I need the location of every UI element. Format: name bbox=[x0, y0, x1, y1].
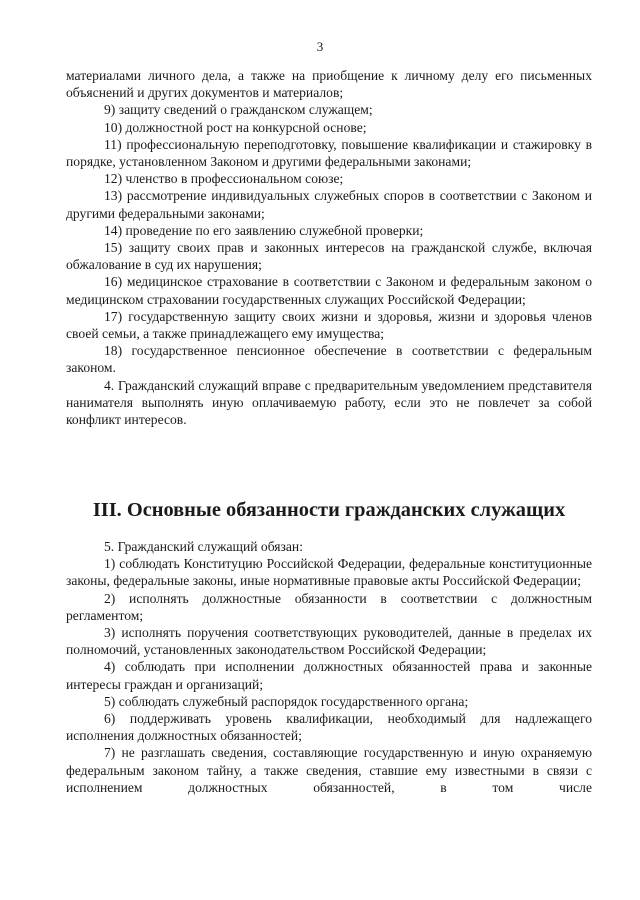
list-item-18: 18) государственное пенсионное обеспечение в соответствии с федеральным законом. bbox=[66, 343, 592, 376]
duty-item-2: 2) исполнять должностные обязанности в соответствии с должностным регламентом; bbox=[66, 590, 592, 623]
section-heading: III. Основные обязанности гражданских служащих bbox=[92, 499, 566, 521]
list-item-10: 10) должностной рост на конкурсной основе; bbox=[104, 119, 367, 135]
duties-list bbox=[66, 538, 592, 796]
clause-4: 4. Гражданский служащий вправе с предварительным уведомлением представителя нанимателя выполнять иную оплачиваемую работу, если это не повлечет за собой конфликт интересов. bbox=[66, 377, 592, 428]
list-item-14: 14) проведение по его заявлению служебной проверки; bbox=[104, 222, 424, 238]
duty-item-6: 6) поддерживать уровень квалификации, необходимый для надлежащего исполнения должностных обязанностей; bbox=[66, 711, 592, 744]
paragraph-personal-file-continuation: материалами личного дела, а также на приобщение к личному делу его письменных объяснений и других документов и материалов; bbox=[66, 68, 592, 101]
duty-item-3: 3) исполнять поручения соответствующих руководителей, данные в пределах их полномочий, установленных законодательством Российской Федерации; bbox=[66, 625, 592, 658]
list-item-12: 12) членство в профессиональном союзе; bbox=[104, 171, 344, 187]
list-item-13: 13) рассмотрение индивидуальных служебных споров в соответствии с Законом и другими федеральными законами; bbox=[66, 188, 592, 221]
duty-item-1: 1) соблюдать Конституцию Российской Федерации, федеральные конституционные законы, федеральные законы, иные нормативные правовые акты Российской Федерации; bbox=[66, 556, 592, 589]
list-item-11: 11) профессиональную переподготовку, повышение квалификации и стажировку в порядке, установленном Законом и другими федеральными законами; bbox=[66, 136, 592, 170]
duty-item-7: 7) не разглашать сведения, составляющие государственную и иную охраняемую федеральным законом тайну, а также сведения, ставшие ему известными в связи с исполнением должностных обязанностей, в том числе bbox=[66, 745, 592, 795]
duty-item-5: 5) соблюдать служебный распорядок государственного органа; bbox=[104, 693, 469, 709]
list-item-16: 16) медицинское страхование в соответствии с Законом и федеральным законом о медицинском страховании государственных служащих Российской Федерации; bbox=[66, 274, 592, 307]
duty-item-4: 4) соблюдать при исполнении должностных обязанностей права и законные интересы граждан и организаций; bbox=[66, 659, 592, 692]
list-item-17: 17) государственную защиту своих жизни и здоровья, жизни и здоровья членов своей семьи, а также принадлежащего ему имущества; bbox=[66, 308, 592, 342]
list-item-15: 15) защиту своих прав и законных интересов на гражданской службе, включая обжалование в суд их нарушения; bbox=[66, 240, 592, 273]
clause-5-intro: 5. Гражданский служащий обязан: bbox=[104, 539, 303, 554]
page-number: 3 bbox=[316, 39, 324, 54]
rights-list-continuation bbox=[66, 67, 592, 428]
list-item-9: 9) защиту сведений о гражданском служащем; bbox=[104, 102, 373, 118]
